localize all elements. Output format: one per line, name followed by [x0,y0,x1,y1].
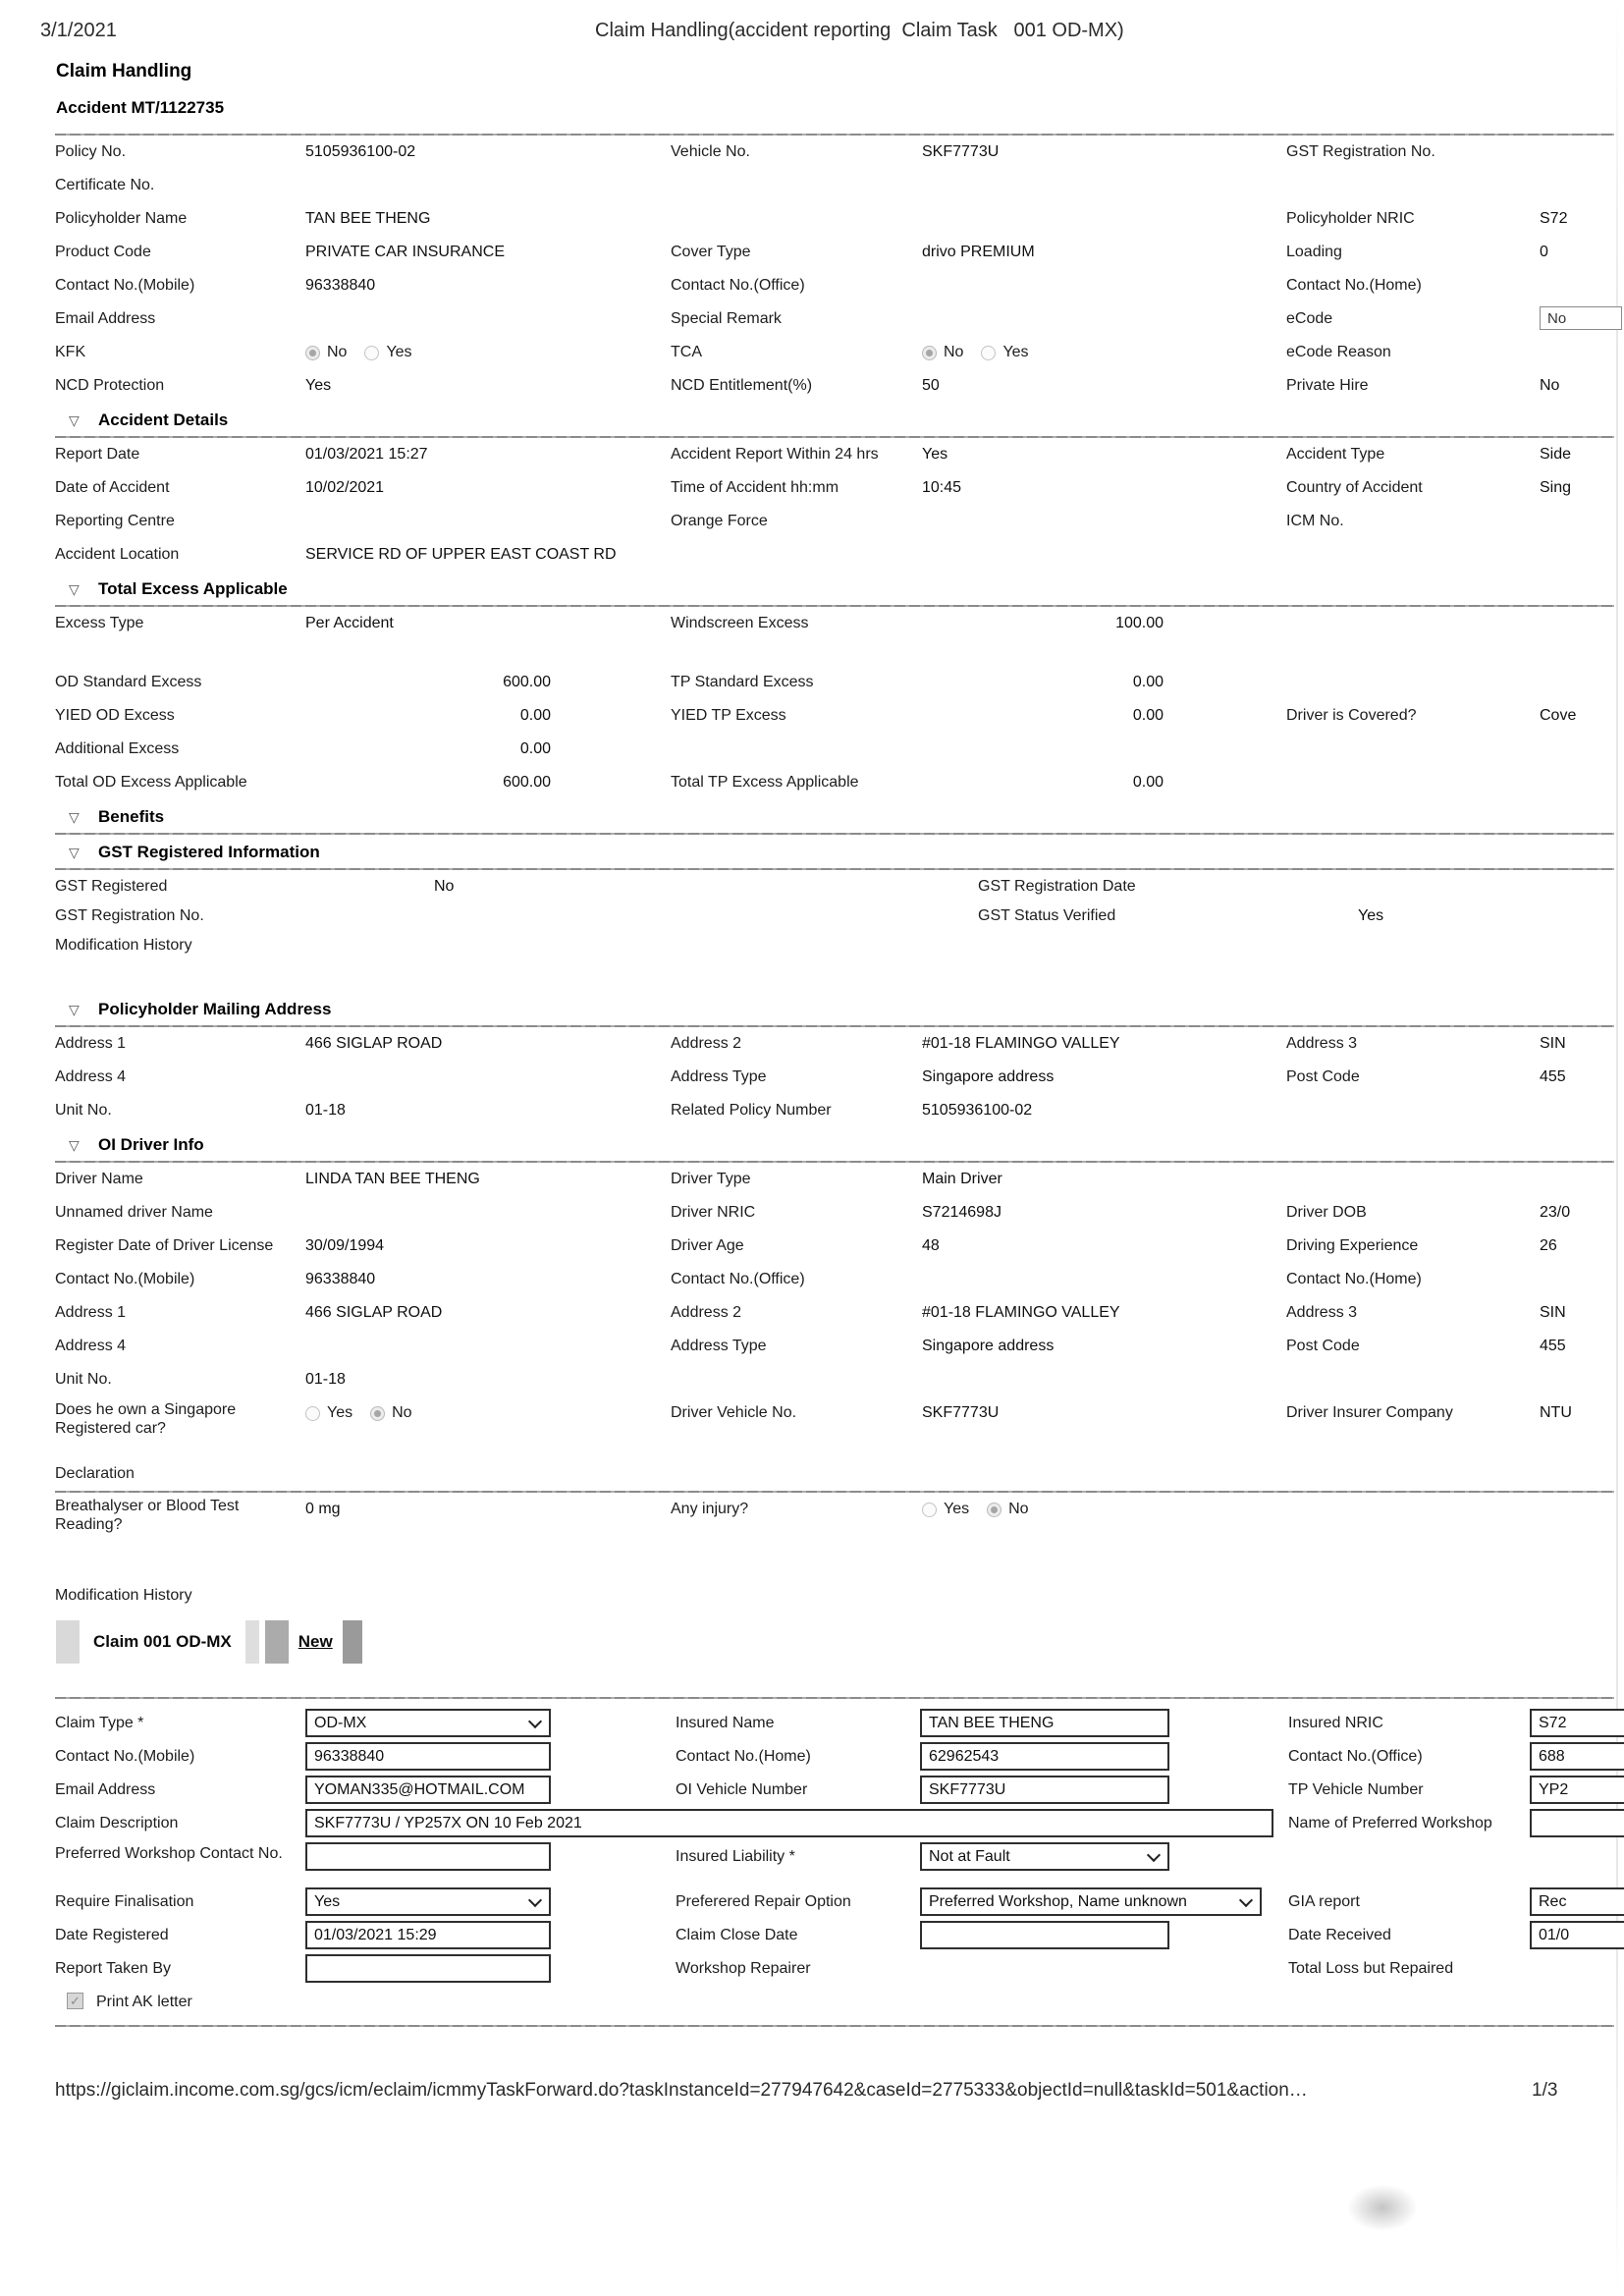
print-date: 3/1/2021 [40,20,117,41]
section-header-total-excess-applicable [0,575,1624,605]
section-header-policyholder-mailing-address [0,996,1624,1025]
cover-type-label: Cover Type [671,244,751,260]
address-3-value: SIN [1540,1304,1566,1321]
email-address-input-text: YOMAN335@HOTMAIL.COM [314,1780,525,1798]
any-injury-radio-label-yes: Yes [944,1501,970,1517]
additional-excess-value: 0.00 [519,740,551,757]
print-title: Claim Handling(accident reporting Claim Task 001 OD-MX) [595,20,1124,41]
section-header-gst-registered-information [0,839,1624,868]
total-od-excess-applicable-value: 600.00 [503,774,551,791]
page-title: Claim Handling [56,61,192,82]
footer-url: https://giclaim.income.com.sg/gcs/icm/eclaim/icmmyTaskForward.do?taskInstanceId=277947642&caseId=2775333&objectId=null&taskId=501&action… [55,2080,1308,2101]
does-he-own-a-singapore-registered-car-label: Does he own a Singapore Registered car? [55,1401,237,1437]
ncd-entitlement-label: NCD Entitlement(%) [671,377,813,394]
ncd-protection-value: Yes [305,377,332,394]
contact-no-office-label: Contact No.(Office) [1288,1748,1423,1765]
policy-no-label: Policy No. [55,143,127,160]
driver-dob-label: Driver DOB [1286,1204,1367,1221]
private-hire-label: Private Hire [1286,377,1369,394]
policyholder-nric-value: S72 [1540,210,1568,227]
date-registered-label: Date Registered [55,1927,169,1943]
section-collapse-icon[interactable]: ▽ [69,1137,80,1153]
tab-new-label: New [298,1632,333,1651]
tab-edge [343,1620,362,1664]
tp-vehicle-number-input-text: YP2 [1539,1780,1569,1798]
section-header-accident-details [0,407,1624,436]
driver-vehicle-no-label: Driver Vehicle No. [671,1404,797,1421]
modification-history-label: Modification History [55,1587,192,1604]
cover-type-value: drivo PREMIUM [922,244,1035,260]
oi-vehicle-number-label: OI Vehicle Number [676,1781,808,1798]
date-registered-input-text: 01/03/2021 15:29 [314,1926,437,1943]
section-header-benefits [0,803,1624,833]
policy-no-value: 5105936100-02 [305,143,416,160]
yied-tp-excess-value: 0.00 [1132,707,1164,724]
name-of-preferred-workshop-input[interactable] [1530,1809,1624,1837]
contact-no-mobile-input-text: 96338840 [314,1747,385,1765]
section-collapse-icon[interactable]: ▽ [69,581,80,597]
preferred-workshop-contact-no-input[interactable] [305,1842,551,1871]
claim-form-rows [0,1707,1624,2025]
gst-registration-no-label: GST Registration No. [55,907,204,924]
section-title: GST Registered Information [98,843,320,861]
ecode-box[interactable]: No [1540,306,1622,330]
driver-nric-value: S7214698J [922,1204,1001,1221]
section-title: Total Excess Applicable [98,579,288,598]
section-title: Policyholder Mailing Address [98,1000,332,1018]
section-rows [0,1163,1624,1448]
section-header-declaration [0,1461,1624,1491]
oi-vehicle-number-input-text: SKF7773U [929,1780,1006,1798]
accident-location-label: Accident Location [55,546,180,563]
loading-value: 0 [1540,244,1548,260]
insured-liability-select[interactable] [920,1842,1169,1871]
unnamed-driver-name-label: Unnamed driver Name [55,1204,213,1221]
scan-smudge-artifact [1347,2184,1418,2231]
date-received-input[interactable] [1530,1921,1624,1949]
any-injury-label: Any injury? [671,1501,749,1517]
total-od-excess-applicable-label: Total OD Excess Applicable [55,774,247,791]
private-hire-value: No [1540,377,1560,394]
kfk-radio-group [305,336,412,369]
address-2-label: Address 2 [671,1304,742,1321]
email-address-label: Email Address [55,310,156,327]
yied-tp-excess-label: YIED TP Excess [671,707,786,724]
email-address-label: Email Address [55,1781,156,1798]
driver-is-covered-value: Cove [1540,707,1577,724]
gst-status-verified-label: GST Status Verified [978,907,1116,924]
gia-report-input[interactable] [1530,1887,1624,1916]
address-2-value: #01-18 FLAMINGO VALLEY [922,1304,1120,1321]
contact-no-home-label: Contact No.(Home) [1286,277,1422,294]
accident-report-within-24-hrs-value: Yes [922,446,948,463]
policyholder-nric-label: Policyholder NRIC [1286,210,1415,227]
date-received-label: Date Received [1288,1927,1391,1943]
claim-tabs [56,1620,1624,1664]
tab-claim-001-od-mx[interactable] [56,1620,259,1664]
contact-no-mobile-input[interactable] [305,1742,551,1771]
claim-description-input[interactable] [305,1809,1273,1837]
kfk-radio-label-yes: Yes [386,344,412,360]
gia-report-label: GIA report [1288,1893,1360,1910]
preferered-repair-option-label: Preferered Repair Option [676,1893,851,1910]
tab-edge [245,1620,259,1664]
section-rows [0,870,1624,958]
chevron-down-icon [1147,1848,1161,1862]
total-tp-excess-applicable-label: Total TP Excess Applicable [671,774,859,791]
does-he-own-a-singapore-registered-car-radio-group [305,1396,412,1430]
preferered-repair-option-select-text: Preferred Workshop, Name unknown [929,1892,1187,1910]
register-date-of-driver-license-label: Register Date of Driver License [55,1237,274,1254]
contact-no-home-label: Contact No.(Home) [1286,1271,1422,1287]
section-collapse-icon[interactable]: ▽ [69,1002,80,1017]
page-number: 1/3 [1532,2080,1558,2101]
claim-description-label: Claim Description [55,1815,179,1831]
product-code-value: PRIVATE CAR INSURANCE [305,244,505,260]
contact-no-mobile-label: Contact No.(Mobile) [55,1748,195,1765]
driver-dob-value: 23/0 [1540,1204,1571,1221]
related-policy-number-label: Related Policy Number [671,1102,832,1119]
section-rows [0,136,1624,403]
tca-radio-label-no: No [944,344,964,360]
driver-name-value: LINDA TAN BEE THENG [305,1171,480,1187]
accident-report-within-24-hrs-label: Accident Report Within 24 hrs [671,446,879,463]
ecode-label: eCode [1286,310,1333,327]
tp-standard-excess-value: 0.00 [1132,674,1164,690]
report-date-label: Report Date [55,446,140,463]
tca-radio-no[interactable] [922,346,937,360]
icm-no-label: ICM No. [1286,513,1344,529]
driver-age-label: Driver Age [671,1237,744,1254]
loading-label: Loading [1286,244,1342,260]
address-type-label: Address Type [671,1068,767,1085]
report-date-value: 01/03/2021 15:27 [305,446,428,463]
claim-type-label: Claim Type * [55,1715,144,1731]
address-3-value: SIN [1540,1035,1566,1052]
insured-nric-input[interactable] [1530,1709,1624,1737]
ecode-reason-label: eCode Reason [1286,344,1391,360]
preferered-repair-option-select[interactable] [920,1887,1262,1916]
print-ak-letter-checkbox[interactable]: ✓ [67,1993,83,2009]
divider [55,1697,1614,1699]
tca-radio-label-yes: Yes [1002,344,1029,360]
register-date-of-driver-license-value: 30/09/1994 [305,1237,385,1254]
post-code-value: 455 [1540,1338,1566,1354]
country-of-accident-value: Sing [1540,479,1572,496]
windscreen-excess-label: Windscreen Excess [671,615,809,631]
report-taken-by-input[interactable] [305,1954,551,1983]
gst-registration-no-label: GST Registration No. [1286,143,1435,160]
unit-no-label: Unit No. [55,1371,112,1388]
section-rows [0,1027,1624,1127]
driver-age-value: 48 [922,1237,940,1254]
yied-od-excess-label: YIED OD Excess [55,707,175,724]
post-code-value: 455 [1540,1068,1566,1085]
related-policy-number-value: 5105936100-02 [922,1102,1033,1119]
address-1-label: Address 1 [55,1304,127,1321]
contact-no-home-input[interactable] [920,1742,1169,1771]
unit-no-value: 01-18 [305,1102,346,1119]
ncd-entitlement-value: 50 [922,377,940,394]
any-injury-radio-group [922,1493,1029,1526]
section-title: Accident Details [98,410,229,429]
contact-no-mobile-label: Contact No.(Mobile) [55,1271,195,1287]
gst-registered-value: No [434,878,455,895]
section-rows [0,438,1624,572]
contact-no-office-label: Contact No.(Office) [671,1271,805,1287]
total-tp-excess-applicable-value: 0.00 [1132,774,1164,791]
section-title: Benefits [98,807,165,826]
country-of-accident-label: Country of Accident [1286,479,1423,496]
driver-vehicle-no-value: SKF7773U [922,1404,1000,1421]
any-injury-radio-no[interactable] [987,1503,1001,1517]
contact-no-mobile-label: Contact No.(Mobile) [55,277,195,294]
kfk-radio-no[interactable] [305,346,320,360]
address-3-label: Address 3 [1286,1304,1358,1321]
reporting-centre-label: Reporting Centre [55,513,175,529]
modification-history-label: Modification History [55,937,192,954]
address-1-value: 466 SIGLAP ROAD [305,1304,443,1321]
oi-vehicle-number-input[interactable] [920,1776,1169,1804]
total-loss-but-repaired-label: Total Loss but Repaired [1288,1960,1454,1977]
accident-number-heading: Accident MT/1122735 [56,98,225,117]
section-header-oi-driver-info [0,1131,1624,1161]
name-of-preferred-workshop-label: Name of Preferred Workshop [1288,1815,1492,1831]
address-1-label: Address 1 [55,1035,127,1052]
tab-new[interactable] [265,1620,362,1664]
vehicle-no-label: Vehicle No. [671,143,750,160]
tca-label: TCA [671,344,702,360]
driver-is-covered-label: Driver is Covered? [1286,707,1417,724]
address-type-value: Singapore address [922,1338,1055,1354]
chevron-down-icon [528,1715,542,1728]
contact-no-office-label: Contact No.(Office) [671,277,805,294]
workshop-repairer-label: Workshop Repairer [676,1960,811,1977]
tca-radio-group [922,336,1029,369]
contact-no-office-input[interactable] [1530,1742,1624,1771]
insured-liability-label: Insured Liability * [676,1848,795,1865]
preferred-workshop-contact-no-label: Preferred Workshop Contact No. [55,1845,283,1862]
gia-report-input-text: Rec [1539,1892,1567,1910]
contact-no-mobile-value: 96338840 [305,1271,376,1287]
insured-nric-label: Insured NRIC [1288,1715,1383,1731]
ncd-protection-label: NCD Protection [55,377,165,394]
any-injury-radio-yes[interactable] [922,1503,937,1517]
contact-no-mobile-value: 96338840 [305,277,376,294]
email-address-input[interactable] [305,1776,551,1804]
tab-edge [265,1620,289,1664]
tp-vehicle-number-input[interactable] [1530,1776,1624,1804]
section-rows [0,607,1624,799]
contact-no-office-input-text: 688 [1539,1747,1565,1765]
unit-no-label: Unit No. [55,1102,112,1119]
kfk-radio-label-no: No [327,344,348,360]
tab-claim-label: Claim 001 OD-MX [93,1632,232,1651]
address-2-value: #01-18 FLAMINGO VALLEY [922,1035,1120,1052]
address-2-label: Address 2 [671,1035,742,1052]
accident-location-value: SERVICE RD OF UPPER EAST COAST RD [305,546,617,563]
tp-vehicle-number-label: TP Vehicle Number [1288,1781,1424,1798]
claim-description-input-text: SKF7773U / YP257X ON 10 Feb 2021 [314,1814,582,1831]
insured-nric-input-text: S72 [1539,1714,1567,1731]
claim-close-date-input[interactable] [920,1921,1169,1949]
kfk-label: KFK [55,344,86,360]
tp-standard-excess-label: TP Standard Excess [671,674,814,690]
claim-type-select[interactable] [305,1709,551,1737]
claim-content [0,61,1624,2027]
policyholder-name-label: Policyholder Name [55,210,188,227]
accident-type-label: Accident Type [1286,446,1385,463]
vehicle-no-value: SKF7773U [922,143,1000,160]
section-rows [0,1493,1624,1609]
driver-type-value: Main Driver [922,1171,1002,1187]
section-collapse-icon[interactable]: ▽ [69,809,80,825]
policyholder-name-value: TAN BEE THENG [305,210,431,227]
driving-experience-label: Driving Experience [1286,1237,1419,1254]
address-type-value: Singapore address [922,1068,1055,1085]
section-collapse-icon[interactable]: ▽ [69,412,80,428]
driver-insurer-company-value: NTU [1540,1404,1572,1421]
insured-liability-select-text: Not at Fault [929,1847,1010,1865]
does-he-own-a-singapore-registered-car-radio-label-no: No [392,1404,412,1421]
date-of-accident-label: Date of Accident [55,479,170,496]
does-he-own-a-singapore-registered-car-radio-no[interactable] [370,1406,385,1421]
contact-no-home-label: Contact No.(Home) [676,1748,811,1765]
gst-registered-label: GST Registered [55,878,168,895]
product-code-label: Product Code [55,244,151,260]
section-title: Declaration [55,1465,135,1482]
does-he-own-a-singapore-registered-car-radio-label-yes: Yes [327,1404,353,1421]
insured-name-input-text: TAN BEE THENG [929,1714,1055,1731]
require-finalisation-select-text: Yes [314,1892,341,1910]
unit-no-value: 01-18 [305,1371,346,1388]
detail-sections [0,136,1624,1609]
address-4-label: Address 4 [55,1338,127,1354]
tab-edge [56,1620,80,1664]
require-finalisation-label: Require Finalisation [55,1893,194,1910]
insured-name-label: Insured Name [676,1715,775,1731]
address-type-label: Address Type [671,1338,767,1354]
windscreen-excess-value: 100.00 [1115,615,1164,631]
driving-experience-value: 26 [1540,1237,1557,1254]
post-code-label: Post Code [1286,1068,1360,1085]
any-injury-radio-label-no: No [1008,1501,1029,1517]
yied-od-excess-value: 0.00 [519,707,551,724]
divider [55,2025,1614,2027]
report-taken-by-label: Report Taken By [55,1960,171,1977]
breathalyser-or-blood-test-reading-label: Breathalyser or Blood Test Reading? [55,1498,240,1533]
contact-no-home-input-text: 62962543 [929,1747,1000,1765]
od-standard-excess-label: OD Standard Excess [55,674,202,690]
orange-force-label: Orange Force [671,513,768,529]
date-received-input-text: 01/0 [1539,1926,1570,1943]
chevron-down-icon [1239,1893,1253,1907]
breathalyser-or-blood-test-reading-value: 0 mg [305,1501,341,1517]
driver-type-label: Driver Type [671,1171,751,1187]
special-remark-label: Special Remark [671,310,782,327]
chevron-down-icon [528,1893,542,1907]
certificate-no-label: Certificate No. [55,177,155,193]
address-1-value: 466 SIGLAP ROAD [305,1035,443,1052]
claim-type-select-text: OD-MX [314,1714,367,1731]
section-collapse-icon[interactable]: ▽ [69,845,80,860]
section-title: OI Driver Info [98,1135,204,1154]
time-of-accident-hh-mm-label: Time of Accident hh:mm [671,479,839,496]
driver-insurer-company-label: Driver Insurer Company [1286,1404,1453,1421]
tca-radio-yes[interactable] [981,346,996,360]
does-he-own-a-singapore-registered-car-radio-yes[interactable] [305,1406,320,1421]
excess-type-label: Excess Type [55,615,144,631]
accident-type-value: Side [1540,446,1572,463]
insured-name-input[interactable] [920,1709,1169,1737]
date-registered-input[interactable] [305,1921,551,1949]
driver-name-label: Driver Name [55,1171,143,1187]
claim-form-section [0,1697,1624,2027]
date-of-accident-value: 10/02/2021 [305,479,385,496]
require-finalisation-select[interactable] [305,1887,551,1916]
gst-status-verified-value: Yes [1358,907,1384,924]
od-standard-excess-value: 600.00 [503,674,551,690]
address-3-label: Address 3 [1286,1035,1358,1052]
time-of-accident-hh-mm-value: 10:45 [922,479,962,496]
post-code-label: Post Code [1286,1338,1360,1354]
claim-close-date-label: Claim Close Date [676,1927,798,1943]
additional-excess-label: Additional Excess [55,740,180,757]
excess-type-value: Per Accident [305,615,394,631]
gst-registration-date-label: GST Registration Date [978,878,1136,895]
kfk-radio-yes[interactable] [364,346,379,360]
address-4-label: Address 4 [55,1068,127,1085]
driver-nric-label: Driver NRIC [671,1204,756,1221]
print-ak-letter-label: Print AK letter [96,1994,192,2010]
